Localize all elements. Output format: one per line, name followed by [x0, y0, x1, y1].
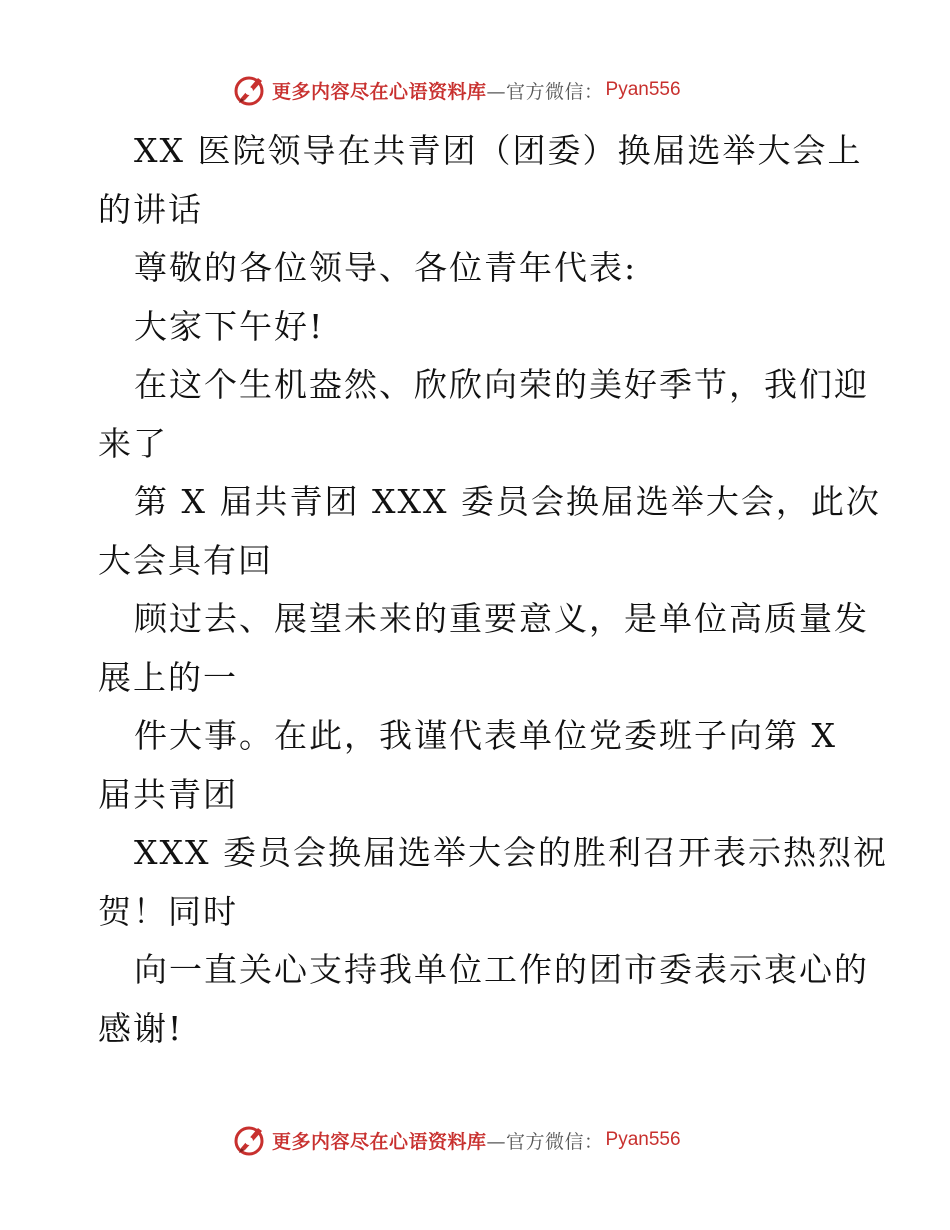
banner-wechat-id: Pyan556 [605, 1129, 681, 1150]
paragraph-line: 贺！同时 [98, 891, 238, 931]
paragraph-line: 顾过去、展望未来的重要意义，是单位高质量发 [134, 599, 869, 638]
paragraph-line: 件大事。在此，我谨代表单位党委班子向第 X [134, 716, 837, 755]
footer-banner[interactable] [232, 1122, 752, 1158]
speech-title-line-2: 的讲话 [98, 189, 203, 229]
paragraph-line: 在这个生机盎然、欣欣向荣的美好季节，我们迎 [134, 365, 869, 404]
paragraph-line: 第 X 届共青团 XXX 委员会换届选举大会，此次 [134, 482, 881, 521]
paragraph-line: 届共青团 [98, 774, 238, 814]
paragraph-line: 来了 [98, 423, 168, 463]
quill-pen-logo-icon [232, 72, 268, 108]
banner-main-text: 更多内容尽在心语资料库 [272, 1130, 487, 1153]
salutation-line: 尊敬的各位领导、各位青年代表: [134, 248, 638, 287]
paragraph-line: 展上的一 [98, 657, 238, 697]
banner-official-text: —官方微信： [486, 1130, 604, 1153]
paragraph-line: 大会具有回 [98, 540, 273, 580]
quill-pen-logo-icon [232, 1122, 268, 1158]
banner-wechat-id: Pyan556 [605, 79, 681, 100]
greeting-line: 大家下午好! [134, 306, 325, 346]
paragraph-line: XXX 委员会换届选举大会的胜利召开表示热烈祝 [134, 833, 888, 872]
speech-body [98, 122, 888, 1058]
paragraph-line: 向一直关心支持我单位工作的团市委表示衷心的 [134, 950, 869, 989]
banner-main-text: 更多内容尽在心语资料库 [272, 80, 487, 103]
paragraph-line: 感谢! [98, 1008, 184, 1048]
banner-official-text: —官方微信： [486, 80, 604, 103]
header-banner[interactable] [232, 72, 752, 108]
speech-title-line-1: XX 医院领导在共青团（团委）换届选举大会上 [134, 131, 863, 170]
